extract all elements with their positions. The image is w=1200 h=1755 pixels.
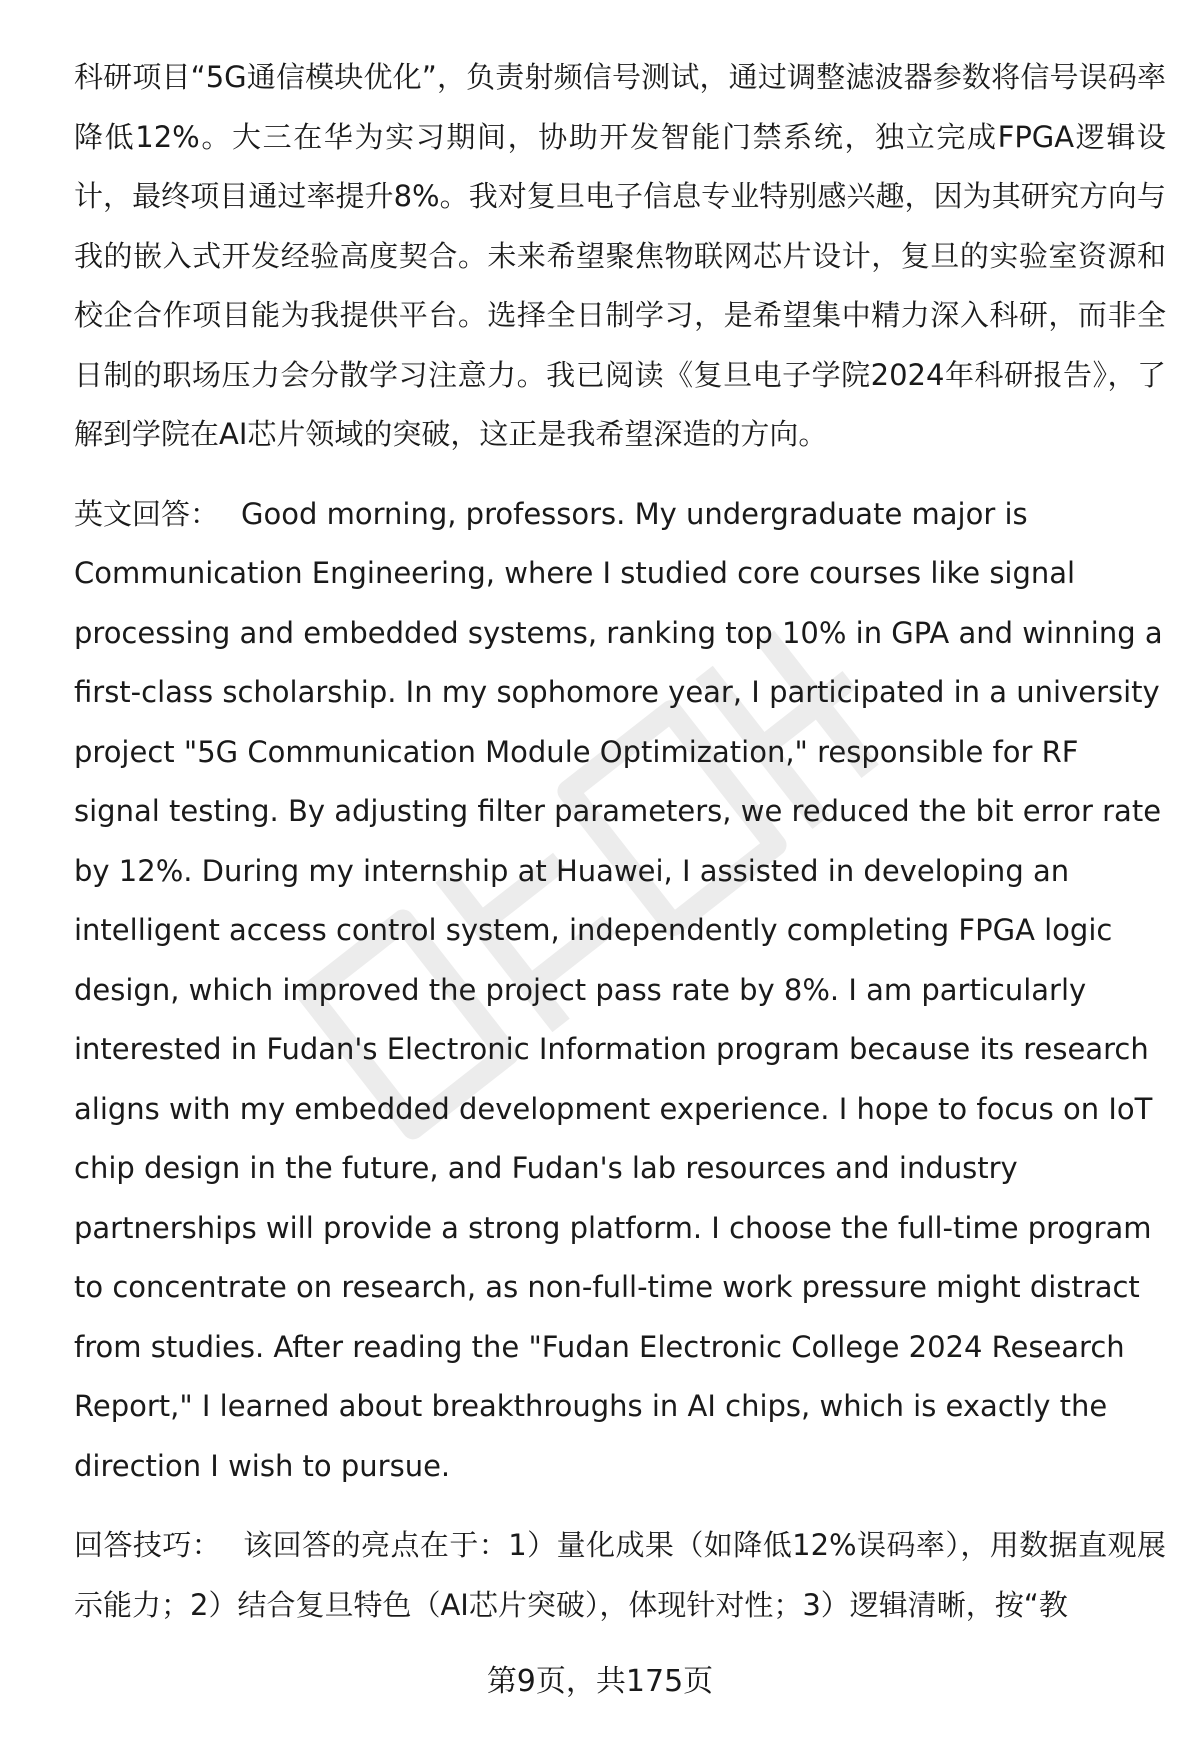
tips-label: 回答技巧： — [74, 1528, 222, 1562]
paragraph-chinese-answer: 科研项目“5G通信模块优化”，负责射频信号测试，通过调整滤波器参数将信号误码率降低12%。大三在华为实习期间，协助开发智能门禁系统，独立完成FPGA逻辑设计，最终项目通过率提升8%。我对复旦电子信息专业特别感兴趣，因为其研究方向与我的嵌入式开发经验高度契合。未来希望聚焦物联网芯片设计，复旦的实验室资源和校企合作项目能为我提供平台。选择全日制学习，是希望集中精力深入科研，而非全日制的职场压力会分散学习注意力。我已阅读《复旦电子学院2024年科研报告》，了解到学院在AI芯片领域的突破，这正是我希望深造的方向。 — [74, 60, 1166, 451]
paragraph-answer-tips — [74, 1516, 1166, 1635]
paragraph-english-answer — [74, 485, 1166, 1497]
english-answer-text: Good morning, professors. My undergraduate major is Communication Engineering, where I studied core courses like signal processing and embedded systems, ranking top 10% in GPA and winning a first-class scholarship. In my sophomore year, I participated in a university project "5G Communication Module Optimization," responsible for RF signal testing. By adjusting filter parameters, we reduced the bit error rate by 12%. During my internship at Huawei, I assisted in developing an intelligent access control system, independently completing FPGA logic design, which improved the project pass rate by 8%. I am particularly interested in Fudan's Electronic Information program because its research aligns with my embedded development experience. I hope to focus on IoT chip design in the future, and Fudan's lab resources and industry partnerships will provide a strong platform. I choose the full-time program to concentrate on research, as non-full-time work pressure might distract from studies. After reading the "Fudan Electronic College 2024 Research Report," I learned about breakthroughs in AI chips, which is exactly the direction I wish to pursue. — [74, 496, 1163, 1483]
tips-text: 该回答的亮点在于：1）量化成果（如降低12%误码率），用数据直观展示能力；2）结合复旦特色（AI芯片突破），体现针对性；3）逻辑清晰，按“教 — [74, 1528, 1166, 1622]
document-page — [74, 48, 1166, 1635]
english-answer-label: 英文回答： — [74, 496, 220, 531]
page-indicator: 第9页，共175页 — [486, 1664, 714, 1699]
